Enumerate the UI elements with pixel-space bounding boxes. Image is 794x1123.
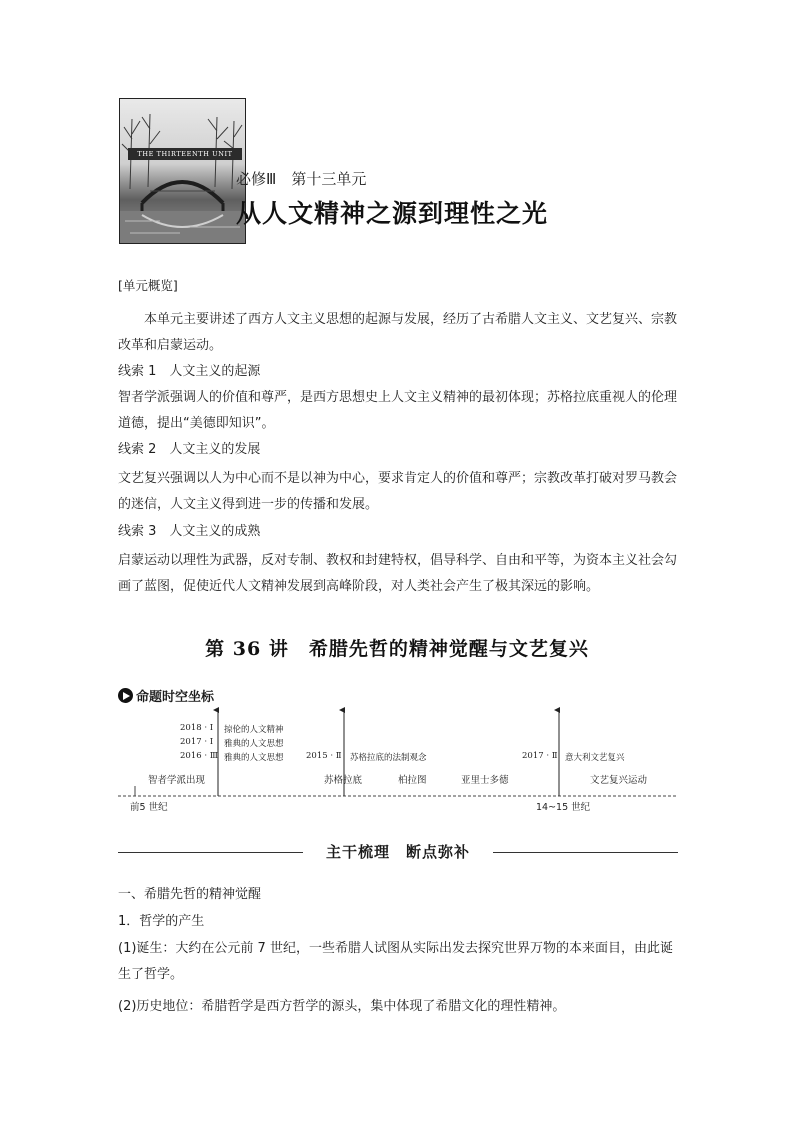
clue-3-text: 启蒙运动以理性为武器，反对专制、教权和封建特权，倡导科学、自由和平等，为资本主义社会勾画了蓝图，促使近代人文精神发展到高峰阶段，对人类社会产生了极其深远的影响。	[118, 553, 678, 594]
timeline-diagram	[118, 706, 683, 816]
year-tag: 2017 · Ⅱ	[522, 751, 558, 761]
play-circle-icon	[118, 688, 133, 703]
unit-cover-image	[119, 98, 246, 244]
year-tag: 2018 · Ⅰ	[180, 723, 214, 733]
year-tag: 2016 · Ⅲ	[180, 751, 218, 761]
event-label: 亚里士多德	[461, 775, 509, 786]
event-label: 文艺复兴运动	[590, 775, 648, 786]
event-label: 苏格拉底	[324, 775, 363, 786]
unit-title: 从人文精神之源到理性之光	[236, 199, 549, 228]
bridge-illustration	[120, 99, 245, 243]
topic-text: 雅典的人文思想	[224, 739, 284, 749]
year-tag: 2017 · Ⅰ	[180, 737, 214, 747]
topic-text: 掠伦的人文精神	[224, 725, 284, 735]
axis-label-left: 前5 世纪	[130, 802, 168, 813]
clue-1-title: 线索 1 人文主义的起源	[118, 364, 261, 379]
clue-3-title: 线索 3 人文主义的成熟	[118, 524, 261, 539]
subsection-heading: 1．哲学的产生	[118, 914, 205, 929]
topic-text: 雅典的人文思想	[224, 753, 284, 763]
clue-2-title: 线索 2 人文主义的发展	[118, 442, 261, 457]
point-text: (2)历史地位：希腊哲学是西方哲学的源头，集中体现了希腊文化的理性精神。	[118, 999, 566, 1014]
axis-label-right: 14~15 世纪	[536, 802, 591, 813]
event-label: 柏拉图	[398, 775, 427, 786]
topic-text: 意大利文艺复兴	[565, 753, 625, 763]
section-divider	[118, 841, 678, 863]
overview-text: 本单元主要讲述了西方人文主义思想的起源与发展，经历了古希腊人文主义、文艺复兴、宗教改革和启蒙运动。	[118, 312, 678, 353]
timeline-heading-text: 命题时空坐标	[136, 690, 215, 705]
clue-1-text: 智者学派强调人的价值和尊严，是西方思想史上人文主义精神的最初体现；苏格拉底重视人的伦理道德，提出“美德即知识”。	[118, 390, 678, 431]
year-tag: 2015 · Ⅱ	[306, 751, 342, 761]
lecture-title: 第 36 讲 希腊先哲的精神觉醒与文艺复兴	[205, 638, 589, 660]
timeline-heading	[118, 686, 214, 705]
clue-2-text: 文艺复兴强调以人为中心而不是以神为中心，要求肯定人的价值和尊严；宗教改革打破对罗马教会的迷信，人文主义得到进一步的传播和发展。	[118, 471, 678, 512]
image-caption: THE THIRTEENTH UNIT	[128, 148, 242, 160]
overview-heading: [单元概览]	[118, 278, 178, 293]
divider-line-right	[493, 852, 678, 853]
event-label: 智者学派出现	[148, 775, 206, 786]
topic-text: 苏格拉底的法制观念	[350, 753, 427, 763]
section-title: 主干梳理 断点弥补	[325, 843, 470, 861]
unit-label: 必修Ⅲ 第十三单元	[236, 170, 367, 188]
section-heading: 一、希腊先哲的精神觉醒	[118, 887, 262, 902]
point-text: (1)诞生：大约在公元前 7 世纪，一些希腊人试图从实际出发去探究世界万物的本来面目，由此诞生了哲学。	[118, 941, 673, 982]
